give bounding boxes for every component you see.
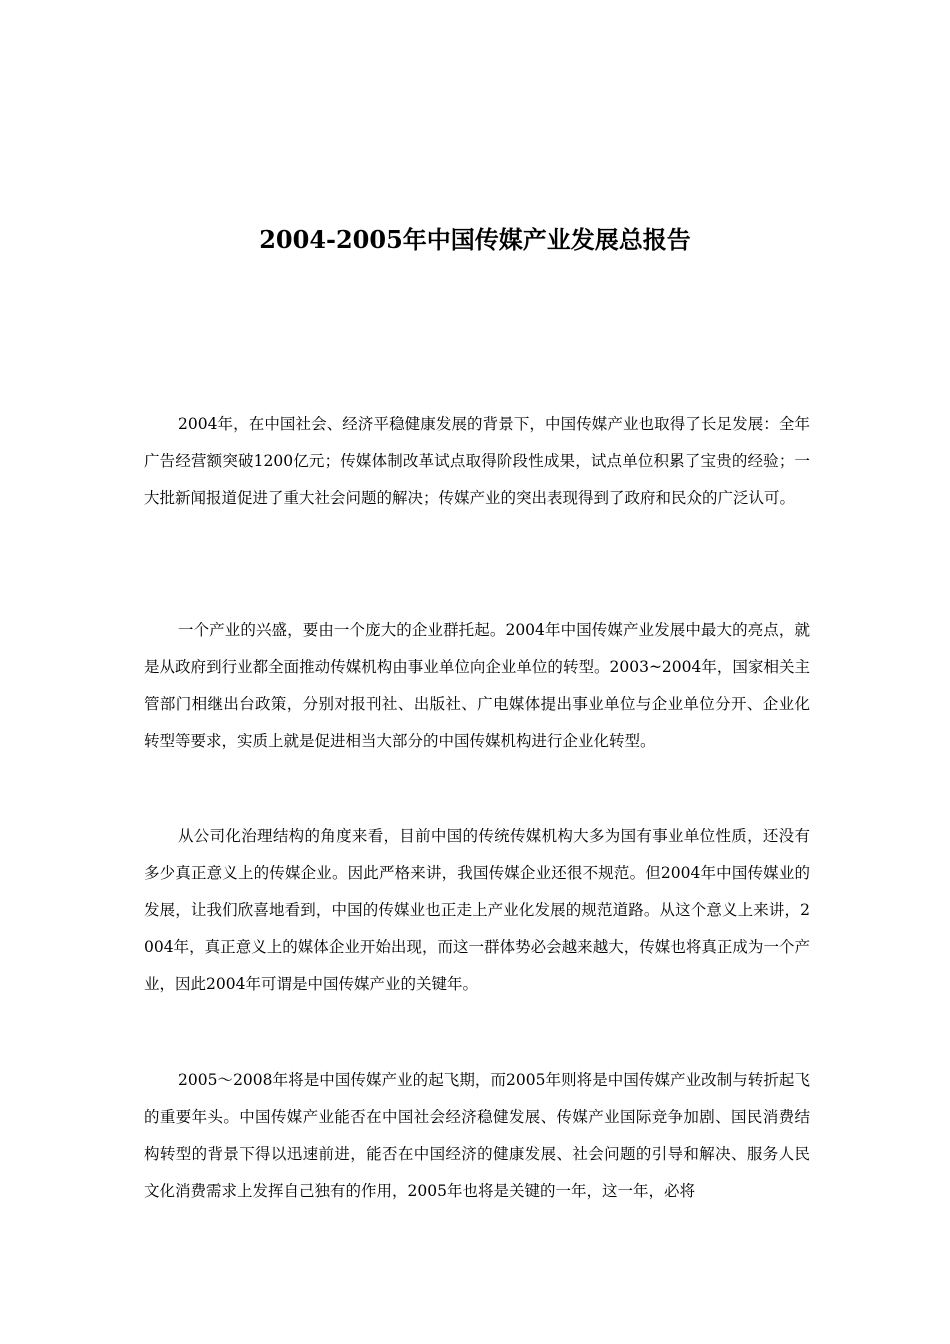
paragraph-3: 从公司化治理结构的角度来看，目前中国的传统传媒机构大多为国有事业单位性质，还没有多少真正意义上的传媒企业。因此严格来讲，我国传媒企业还很不规范。但2004年中国传媒业的发展，让我们欣喜地看到，中国的传媒业也正走上产业化发展的规范道路。从这个意义上来讲，2004年，真正意义上的媒体企业开始出现，而这一群体势必会越来越大，传媒也将真正成为一个产业，因此2004年可谓是中国传媒产业的关键年。 <box>144 827 810 993</box>
paragraph-2: 一个产业的兴盛，要由一个庞大的企业群托起。2004年中国传媒产业发展中最大的亮点，就是从政府到行业都全面推动传媒机构由事业单位向企业单位的转型。2003~2004年，国家相关主管部门相继出台政策，分别对报刊社、出版社、广电媒体提出事业单位与企业单位分开、企业化转型等要求，实质上就是促进相当大部分的中国传媒机构进行企业化转型。 <box>144 621 810 750</box>
paragraph-1: 2004年，在中国社会、经济平稳健康发展的背景下，中国传媒产业也取得了长足发展：全年广告经营额突破1200亿元；传媒体制改革试点取得阶段性成果，试点单位积累了宝贵的经验；一大批新闻报道促进了重大社会问题的解决；传媒产业的突出表现得到了政府和民众的广泛认可。 <box>144 415 810 507</box>
page-title: 2004-2005年中国传媒产业发展总报告 <box>259 225 691 254</box>
paragraph-4: 2005～2008年将是中国传媒产业的起飞期，而2005年则将是中国传媒产业改制与转折起飞的重要年头。中国传媒产业能否在中国社会经济稳健发展、传媒产业国际竞争加剧、国民消费结构转型的背景下得以迅速前进，能否在中国经济的健康发展、社会问题的引导和解决、服务人民文化消费需求上发挥自己独有的作用，2005年也将是关键的一年，这一年，必将 <box>144 1071 810 1200</box>
